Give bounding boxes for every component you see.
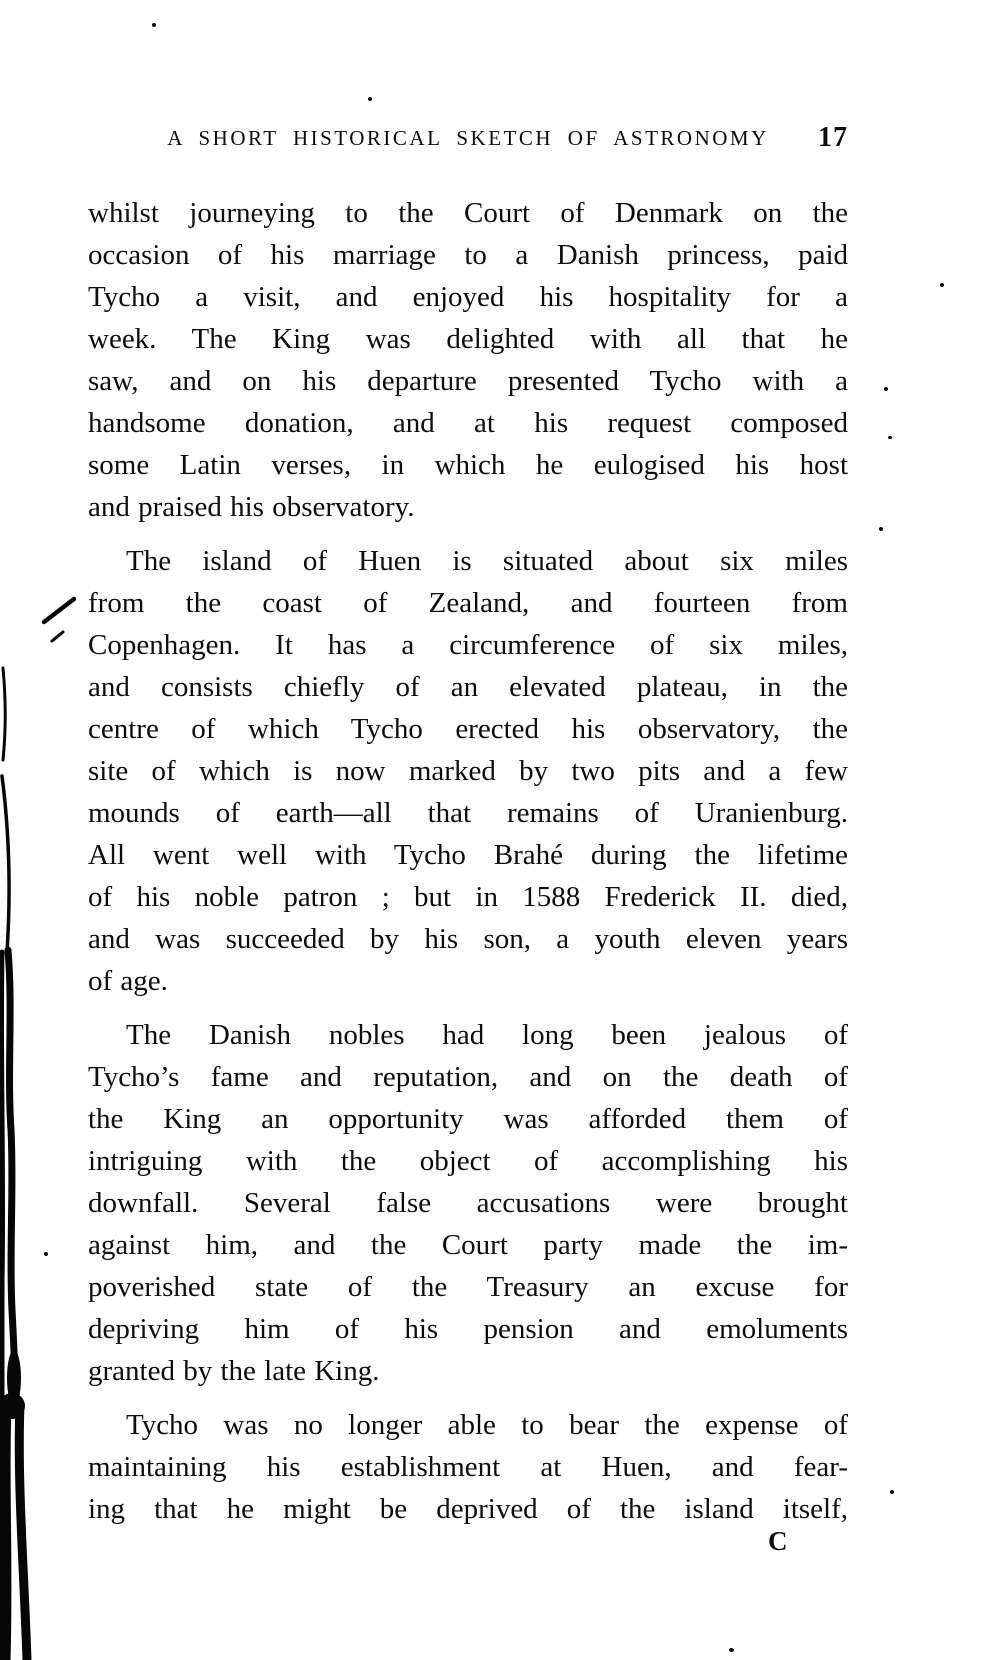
text-line: ing that he might be deprived of the island itself, [88, 1493, 848, 1525]
text-line: from the coast of Zealand, and fourteen from [88, 587, 848, 619]
text-line: The island of Huen is situated about six miles [126, 545, 848, 577]
text-line: some Latin verses, in which he eulogised his host [88, 449, 848, 481]
scan-speck [888, 436, 892, 439]
text-line: granted by the late King. [88, 1355, 380, 1387]
paragraph [88, 1014, 848, 1392]
text-line: and consists chiefly of an elevated plateau, in the [88, 671, 848, 703]
text-line: Copenhagen. It has a circumference of six miles, [88, 629, 848, 661]
scan-speck [368, 97, 372, 101]
text-line: poverished state of the Treasury an excuse for [88, 1271, 848, 1303]
running-header [88, 122, 848, 156]
text-line: whilst journeying to the Court of Denmark on the [88, 197, 848, 229]
text-line: Tycho was no longer able to bear the expense of [126, 1409, 848, 1441]
text-line: The Danish nobles had long been jealous of [126, 1019, 848, 1051]
text-line: Tycho a visit, and enjoyed his hospitality for a [88, 281, 848, 313]
paragraph [88, 192, 848, 528]
scan-speck [19, 1542, 23, 1546]
body-text [88, 192, 848, 1530]
text-line: saw, and on his departure presented Tycho with a [88, 365, 848, 397]
text-line: the King an opportunity was afforded them of [88, 1103, 848, 1135]
text-line: All went well with Tycho Brahé during the lifetime [88, 839, 848, 871]
printer-signature-mark: C [768, 1526, 788, 1556]
paragraph [88, 1404, 848, 1530]
scan-speck [44, 1252, 48, 1256]
page-number: 17 [818, 122, 848, 153]
text-line: downfall. Several false accusations were brought [88, 1187, 848, 1219]
scan-speck [152, 23, 156, 27]
text-line: mounds of earth—all that remains of Uranienburg. [88, 797, 848, 829]
chapter-title: A SHORT HISTORICAL SKETCH OF ASTRONOMY [167, 126, 769, 150]
text-line: occasion of his marriage to a Danish princess, paid [88, 239, 848, 271]
text-line: and was succeeded by his son, a youth eleven years [88, 923, 848, 955]
text-line: handsome donation, and at his request composed [88, 407, 848, 439]
text-line: of age. [88, 965, 168, 997]
text-line: against him, and the Court party made the im- [88, 1229, 848, 1261]
text-line: and praised his observatory. [88, 491, 415, 523]
scan-speck [940, 283, 944, 287]
text-line: depriving him of his pension and emoluments [88, 1313, 848, 1345]
scan-speck [890, 1490, 894, 1494]
scan-speck [884, 387, 888, 391]
text-line: of his noble patron ; but in 1588 Frederick II. died, [88, 881, 848, 913]
text-line: week. The King was delighted with all that he [88, 323, 848, 355]
paragraph [88, 540, 848, 1002]
text-line: centre of which Tycho erected his observatory, the [88, 713, 848, 745]
text-line: intriguing with the object of accomplishing his [88, 1145, 848, 1177]
text-line: site of which is now marked by two pits and a few [88, 755, 848, 787]
scan-speck [729, 1648, 734, 1652]
scan-speck [879, 527, 883, 531]
text-line: maintaining his establishment at Huen, and fear- [88, 1451, 848, 1483]
text-line: Tycho’s fame and reputation, and on the death of [88, 1061, 848, 1093]
